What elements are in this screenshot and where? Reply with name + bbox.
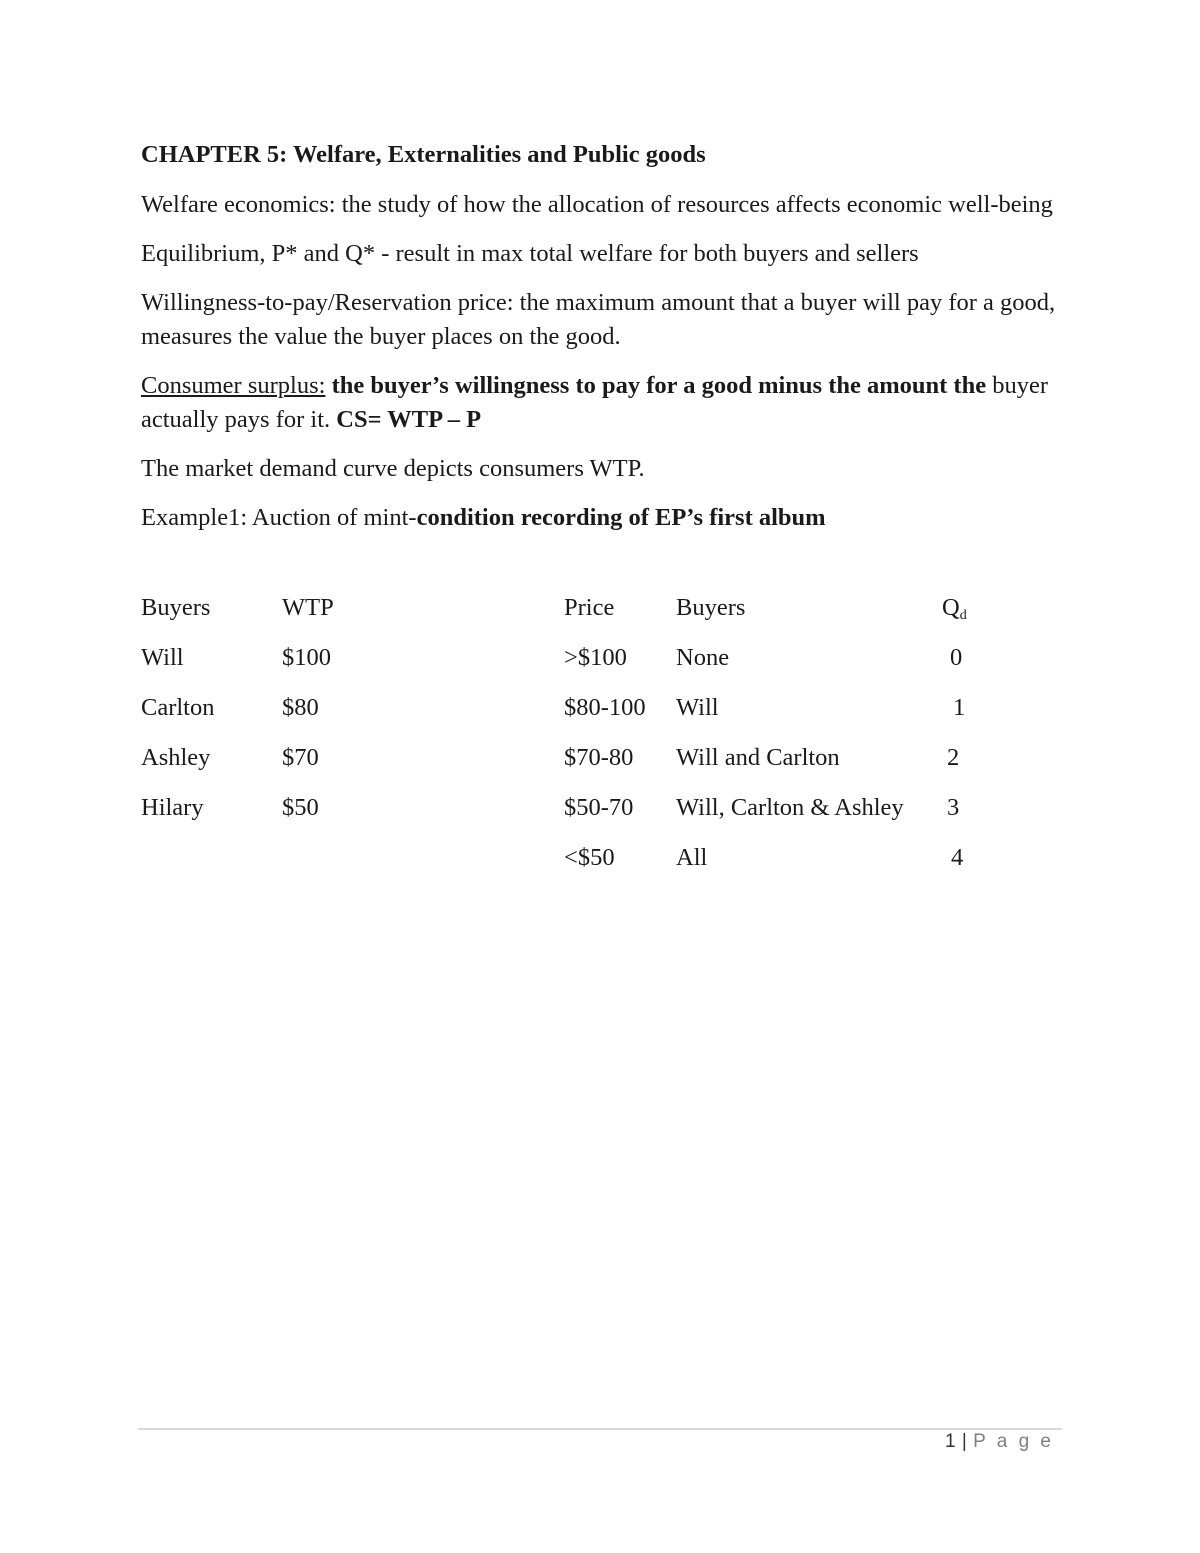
buyer-wtp: $50 <box>282 794 319 821</box>
page-label: P a g e <box>973 1431 1054 1452</box>
price-range: $80-100 <box>564 694 646 721</box>
quantity-demanded: 4 <box>951 844 964 871</box>
footer-divider <box>138 1428 1062 1430</box>
buyers-at-price: All <box>676 844 708 871</box>
quantity-demanded: 3 <box>947 794 960 821</box>
chapter-title: CHAPTER 5: Welfare, Externalities and Public goods <box>141 141 706 168</box>
header-q: Q <box>942 594 960 621</box>
footer-separator: | <box>961 1431 968 1452</box>
demand-curve-statement: The market demand curve depicts consumers WTP. <box>141 455 645 482</box>
table-row <box>141 841 1001 875</box>
buyers-at-price: Will <box>676 694 719 721</box>
price-range: >$100 <box>564 644 627 671</box>
quantity-demanded: 2 <box>947 744 960 771</box>
price-range: $70-80 <box>564 744 634 771</box>
example-heading-bold: condition recording of EP’s first album <box>416 504 826 531</box>
header-q-subscript: d <box>959 608 967 623</box>
consumer-surplus-text: the buyer’s willingness to pay for a good minus the amount the <box>325 372 993 399</box>
consumer-surplus-formula: CS= WTP – P <box>336 406 482 433</box>
willingness-to-pay-definition: Willingness-to-pay/Reservation price: the maximum amount that a buyer will pay for a good, measures the value the buyer places on the good. <box>141 289 1056 350</box>
header-buyers-at-price: Buyers <box>676 594 746 621</box>
buyers-at-price: None <box>676 644 730 671</box>
quantity-demanded: 1 <box>953 694 966 721</box>
example-heading-plain: Example1: Auction of mint- <box>141 504 417 531</box>
page-number: 1 <box>945 1431 957 1452</box>
table-row <box>141 791 1001 825</box>
buyer-name: Will <box>141 644 184 671</box>
page-footer <box>945 1431 1054 1453</box>
header-wtp: WTP <box>282 594 334 621</box>
consumer-surplus-term: Consumer surplus: <box>141 372 326 399</box>
table-row <box>141 691 1001 725</box>
buyer-name: Hilary <box>141 794 204 821</box>
buyer-wtp: $100 <box>282 644 331 671</box>
consumer-surplus-text-plain: buyer actually pays for it. <box>141 372 1048 433</box>
price-range: $50-70 <box>564 794 634 821</box>
price-range: <$50 <box>564 844 615 871</box>
table-row <box>141 741 1001 775</box>
document-body <box>141 138 1061 550</box>
header-buyers: Buyers <box>141 594 211 621</box>
equilibrium-statement: Equilibrium, P* and Q* - result in max total welfare for both buyers and sellers <box>141 240 919 267</box>
table-row <box>141 641 1001 675</box>
buyer-wtp: $80 <box>282 694 319 721</box>
welfare-economics-definition: Welfare economics: the study of how the allocation of resources affects economic well-being <box>141 191 1053 218</box>
example-heading <box>141 501 1061 535</box>
header-quantity-demanded <box>942 591 967 633</box>
table-header-row <box>141 591 1001 625</box>
buyer-name: Carlton <box>141 694 215 721</box>
buyers-at-price: Will and Carlton <box>676 744 840 771</box>
buyer-name: Ashley <box>141 744 211 771</box>
header-price: Price <box>564 594 615 621</box>
buyers-at-price: Will, Carlton & Ashley <box>676 794 904 821</box>
quantity-demanded: 0 <box>950 644 963 671</box>
buyer-wtp: $70 <box>282 744 319 771</box>
consumer-surplus-definition <box>141 369 1061 437</box>
